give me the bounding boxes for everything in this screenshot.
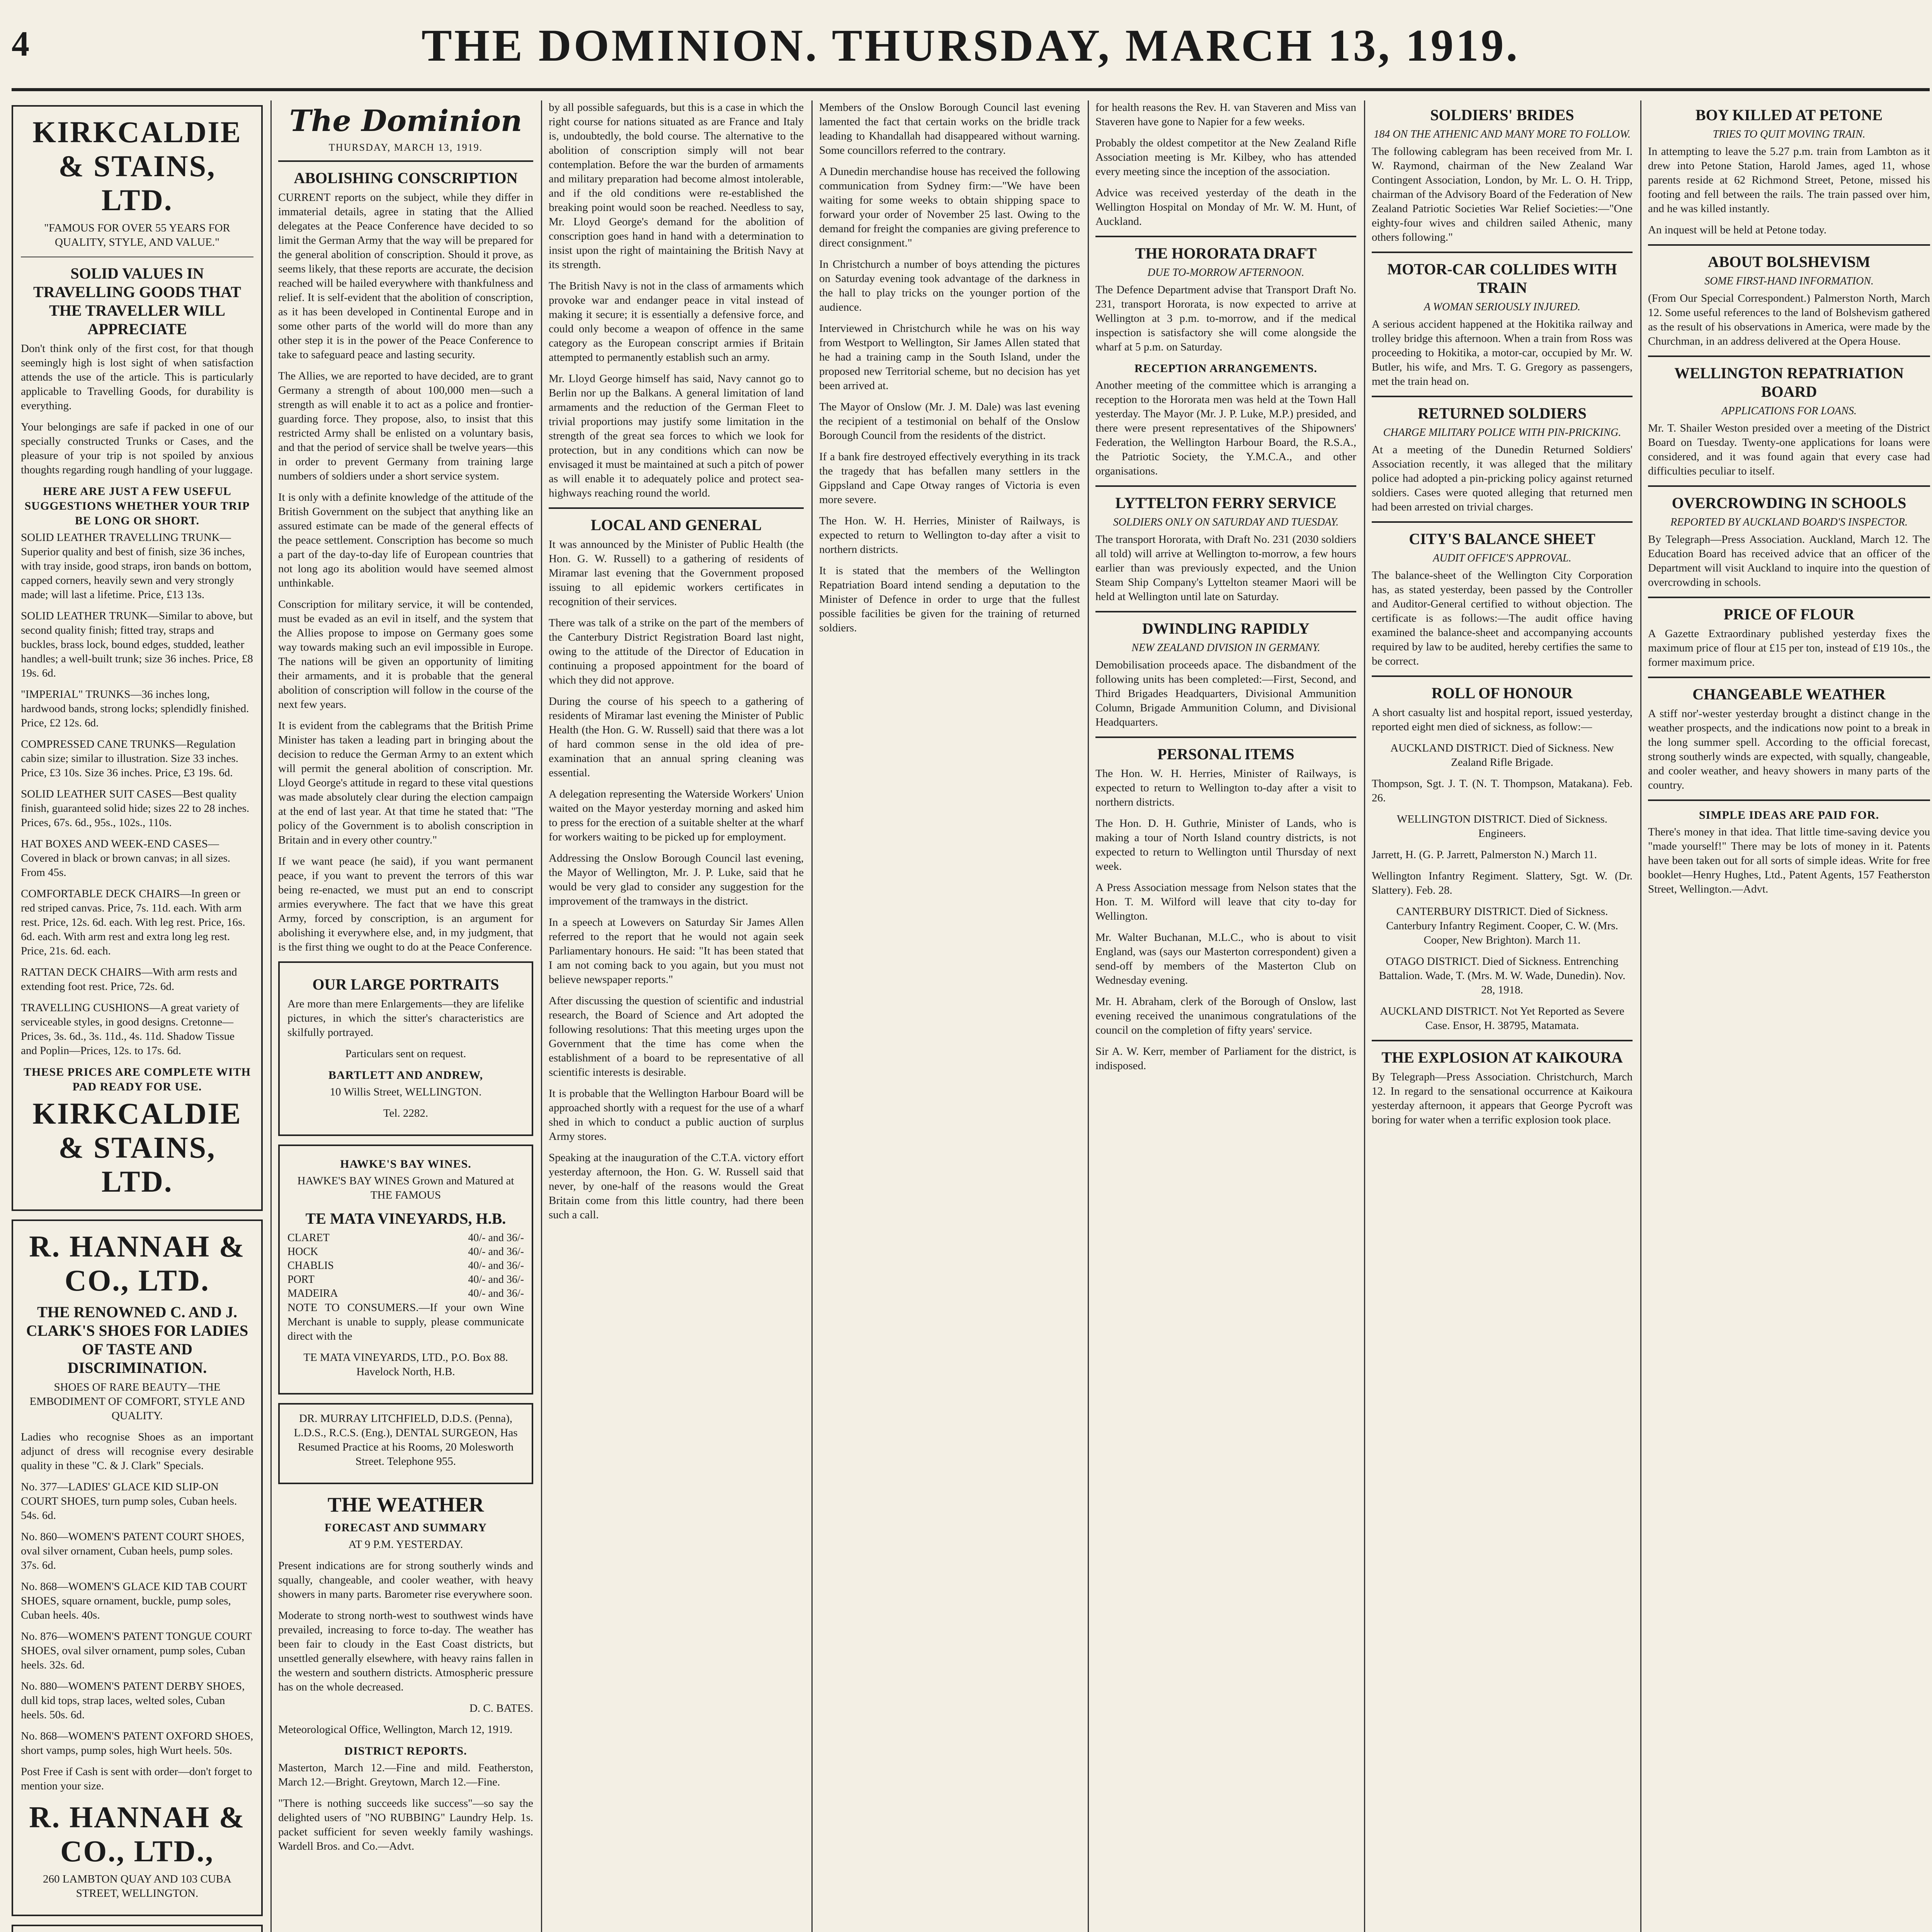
dwindling-subheading: NEW ZEALAND DIVISION IN GERMANY.	[1131, 642, 1320, 654]
wine-subheading: HAWKE'S BAY WINES Grown and Matured at THE FAMOUS	[297, 1175, 514, 1201]
roll-entry: OTAGO DISTRICT. Died of Sickness. Entrenching Battalion. Wade, T. (Mrs. M. W. Wade, Dunedin). Nov. 28, 1918.	[1379, 955, 1626, 996]
wine-row: PORT 40/- and 36/-	[287, 1274, 524, 1286]
list-item: TRAVELLING CUSHIONS—A great variety of serviceable styles, in good designs. Cretonne—Prices, 3s. 6d., 3s. 11d., 4s. 11d. Shadow Tissue and Poplin—Prices, 12s. to 17s. 6d.	[21, 1002, 239, 1057]
column-divider	[270, 100, 272, 1932]
motor-subheading: A WOMAN SERIOUSLY INJURED.	[1424, 301, 1580, 313]
hannah-footer: R. HANNAH & CO., LTD.,	[29, 1800, 245, 1868]
news-paragraph: It was announced by the Minister of Public Health (the Hon. G. W. Russell) to a gathering of residents of Miramar last evening that the Government proposed issuing to all epidemic workers certificates in recognition of their services.	[549, 538, 804, 608]
news-paragraph: A Press Association message from Nelson states that the Hon. T. M. Wilford will leave that city to-day for Wellington.	[1095, 881, 1356, 922]
shoe-list	[21, 1480, 253, 1793]
suggestions-heading: HERE ARE JUST A FEW USEFUL SUGGESTIONS WHETHER YOUR TRIP BE LONG OR SHORT.	[24, 485, 250, 527]
news-paragraph: In Christchurch a number of boys attending the pictures on Saturday evening took advantage of the darkness in the hall to play tricks on the younger portion of the audience.	[819, 258, 1080, 313]
roll-entry: AUCKLAND DISTRICT. Not Yet Reported as Severe Case. Ensor, H. 38795, Matamata.	[1380, 1005, 1624, 1032]
news-paragraph: A Dunedin merchandise house has received the following communication from Sydney firm:—"We have been waiting for some weeks to obtain shipping space to forward your order of November 25 last. Owing to the demand for freight the companies are giving preference to direct consignment."	[819, 165, 1080, 249]
news-paragraph: The Hon. W. H. Herries, Minister of Railways, is expected to return to Wellington to-day after a visit to northern districts.	[1095, 767, 1356, 808]
schools-heading: OVERCROWDING IN SCHOOLS	[1672, 494, 1906, 512]
list-item: HAT BOXES AND WEEK-END CASES—Covered in black or brown canvas; in all sizes. From 45s.	[21, 838, 230, 879]
list-item: RATTAN DECK CHAIRS—With arm rests and extending foot rest. Price, 72s. 6d.	[21, 966, 237, 993]
column-divider	[811, 100, 813, 1932]
column-5	[1095, 100, 1356, 1932]
column-3	[549, 100, 804, 1932]
dwindling-heading: DWINDLING RAPIDLY	[1142, 620, 1310, 637]
list-item: COMPRESSED CANE TRUNKS—Regulation cabin size; similar to illustration. Size 33 inches. Price, £3 10s. Size 36 inches. Price, £3 19s. 6d.	[21, 738, 238, 779]
news-paragraph: After discussing the question of scientific and industrial research, the Board of Science and Art adopted the following resolutions: That this meeting urges upon the Government that the time has come when the establishment of a board to be representative of all scientific interests is desirable.	[549, 995, 804, 1078]
news-paragraph: It is stated that the members of the Wellington Repatriation Board intend sending a deputation to the Minister of Defence in order to urge that the fullest possible facilities be given for the training of returned soldiers.	[819, 565, 1080, 634]
list-item: No. 876—WOMEN'S PATENT TONGUE COURT SHOES, oval silver ornament, pump soles, Cuban heels. 32s. 6d.	[21, 1630, 252, 1671]
brides-heading: SOLDIERS' BRIDES	[1430, 106, 1574, 124]
list-item: No. 868—WOMEN'S PATENT OXFORD SHOES, short vamps, pump soles, high Wurt heels. 50s.	[21, 1730, 253, 1757]
wine-row: CLARET 40/- and 36/-	[287, 1232, 524, 1244]
hannah-intro: Ladies who recognise Shoes as an important adjunct of dress will recognise every desirable quality in these "C. & J. Clark" Specials.	[21, 1431, 253, 1472]
roll-entry: Thompson, Sgt. J. T. (N. T. Thompson, Matakana). Feb. 26.	[1372, 777, 1633, 804]
news-paragraph: Probably the oldest competitor at the New Zealand Rifle Association meeting is Mr. Kilbey, who has attended every meeting since the inception of the association.	[1095, 137, 1356, 178]
trunk-list	[21, 531, 253, 1058]
bartlett-address: 10 Willis Street, WELLINGTON.	[330, 1086, 482, 1098]
laundry-advert: "There is nothing succeeds like success"—so say the delighted users of "NO RUBBING" Laundry Help. 1s. packet sufficient for seven weekly family washings. Wardell Bros. and Co.—Advt.	[278, 1797, 533, 1852]
header-rule	[12, 88, 1930, 91]
wine-row: CHABLIS 40/- and 36/-	[287, 1260, 524, 1272]
district-reports: Masterton, March 12.—Fine and mild. Featherston, March 12.—Bright. Greytown, March 12.—Fine.	[278, 1762, 533, 1788]
solid-values-text: Don't think only of the first cost, for that though seemingly high is lost sight of when satisfaction attends the use of the article. This is particularly applicable to Travelling Goods, for durability is everything.	[21, 342, 253, 412]
news-paragraph: By Telegraph—Press Association. Christchurch, March 12. In regard to the sensational occurrence at Kaikoura yesterday afternoon, it appears that George Pycroft was boring for water when a terrific explosion took place.	[1372, 1071, 1633, 1126]
petone-heading: BOY KILLED AT PETONE	[1695, 106, 1883, 124]
editorial-paragraph: CURRENT reports on the subject, while they differ in immaterial details, agree in stating that the Allied delegates at the Peace Conference have decided to so limit the German Army that the way will be prepared for the general abolition of conscription. Should it prove, as seems likely, that these reports are accurate, the decision reached will be hailed everywhere with thankfulness and relief. It is self-evident that the abolition of conscription, as it has been developed in Continental Europe and in some other parts of the world will do more than any other step it is in the power of the Peace Conference to take to safeguard peace and lasting security.	[278, 191, 533, 361]
repatriation-heading: WELLINGTON REPATRIATION BOARD	[1674, 364, 1904, 400]
portraits-ad	[278, 961, 533, 1136]
wine-heading: HAWKE'S BAY WINES.	[340, 1158, 471, 1170]
waterworths-ad	[12, 1925, 263, 1932]
news-paragraph: A short casualty list and hospital report, issued yesterday, reported eight men died of sickness, as follow:—	[1372, 706, 1633, 733]
weather-signature: D. C. BATES.	[469, 1702, 533, 1714]
weather-forecast: Present indications are for strong southerly winds and squally, changeable, and cooler weather, with heavy showers in many parts. Barometer rise everywhere soon.	[278, 1560, 533, 1600]
news-paragraph: Members of the Onslow Borough Council last evening lamented the fact that certain works on the bridle track leading to Khandallah had disappeared without warning. Some councillors referred to the contrary.	[819, 101, 1080, 156]
weather-heading: THE WEATHER	[327, 1493, 484, 1516]
news-paragraph: A delegation representing the Waterside Workers' Union waited on the Mayor yesterday morning and asked him to press for the erection of a suitable shelter at the wharf for workers waiting to be picked up for employment.	[549, 788, 804, 843]
news-paragraph: The Defence Department advise that Transport Draft No. 231, transport Hororata, is now expected to arrive at Wellington at 3 p.m. to-morrow, and if the medical inspection is satisfactory she will come alongside the wharf at 5 p.m. on Saturday.	[1095, 284, 1356, 353]
news-paragraph: Speaking at the inauguration of the C.T.A. victory effort yesterday afternoon, the Hon. G. W. Russell said that never, by one-half of the reasons would the Great Britain come from this little country, had there been such a call.	[549, 1151, 804, 1221]
page-header	[12, 15, 1930, 93]
weather-change-heading: CHANGEABLE WEATHER	[1692, 685, 1886, 703]
news-paragraph: Sir A. W. Kerr, member of Parliament for the district, is indisposed.	[1095, 1045, 1356, 1072]
balance-heading: CITY'S BALANCE SHEET	[1409, 530, 1595, 548]
hannah-address: 260 LAMBTON QUAY AND 103 CUBA STREET, WELLINGTON.	[43, 1873, 231, 1900]
hororata-heading: THE HORORATA DRAFT	[1135, 245, 1317, 262]
list-item: No. 868—WOMEN'S GLACE KID TAB COURT SHOES, square ornament, buckle, pump soles, Cuban heels. 40s.	[21, 1580, 247, 1621]
dateline: THURSDAY, MARCH 13, 1919.	[328, 142, 483, 153]
news-paragraph: The balance-sheet of the Wellington City Corporation has, as stated yesterday, been passed by the Controller and Auditor-General certified to without objection. The certificate is as follows:—The audit office having examined the balance-sheet and accompanying accounts required by law to be audited, hereby certifies the same to be correct.	[1372, 569, 1633, 667]
list-item: Post Free if Cash is sent with order—don't forget to mention your size.	[21, 1765, 252, 1792]
list-item: SOLID LEATHER TRUNK—Similar to above, but second quality finish; fitted tray, straps and buckles, brass lock, bound edges, studded, leather handles; a well-built trunk; size 36 inches. Price, £8 19s. 6d.	[21, 610, 253, 679]
hannah-subheading: SHOES OF RARE BEAUTY—THE EMBODIMENT OF COMFORT, STYLE AND QUALITY.	[29, 1381, 245, 1422]
news-paragraph: The transport Hororata, with Draft No. 231 (2030 soldiers all told) will arrive at Wellington to-morrow, a few hours earlier than was previously expected, and the Union Steam Ship Company's Lyttelton steamer Maori will be held at Wellington until late on Saturday.	[1095, 533, 1356, 603]
column-1	[12, 100, 263, 1932]
balance-subheading: AUDIT OFFICE'S APPROVAL.	[1433, 552, 1571, 564]
solid-values-heading: SOLID VALUES IN TRAVELLING GOODS THAT THE TRAVELLER WILL APPRECIATE	[33, 265, 241, 338]
news-paragraph: Advice was received yesterday of the death in the Wellington Hospital on Monday of Mr. W. M. Hunt, of Auckland.	[1095, 187, 1356, 228]
wine-row: HOCK 40/- and 36/-	[287, 1246, 524, 1258]
solid-values-text-2: Your belongings are safe if packed in one of our specially constructed Trunks or Cases, and the pleasure of your trip is not spoiled by anxious thoughts regarding rough handling of your luggage.	[21, 421, 253, 476]
schools-subheading: REPORTED BY AUCKLAND BOARD'S INSPECTOR.	[1670, 516, 1908, 528]
returned-heading: RETURNED SOLDIERS	[1418, 405, 1587, 422]
weather-time: AT 9 P.M. YESTERDAY.	[348, 1538, 463, 1551]
news-paragraph: Addressing the Onslow Borough Council last evening, the Mayor of Wellington, Mr. J. P. Luke, said that he would be very glad to consider any suggestion for the improvement of the tramways in the district.	[549, 852, 804, 907]
bolshevism-heading: ABOUT BOLSHEVISM	[1708, 253, 1871, 270]
column-2	[278, 100, 533, 1932]
news-paragraph: In a speech at Lowevers on Saturday Sir James Allen referred to the report that he would not again seek Parliamentary honours. He said: "It has been stated that I am not coming back to you again, but you must not believe newspaper reports."	[549, 916, 804, 986]
news-paragraph: By Telegraph—Press Association. Auckland, March 12. The Education Board has received advice that an officer of the Department will visit Auckland to inquire into the question of overcrowding in schools.	[1648, 533, 1930, 588]
column-divider	[1640, 100, 1641, 1932]
news-paragraph: The Mayor of Onslow (Mr. J. M. Dale) was last evening the recipient of a testimonial on behalf of the Onslow Borough Council from the residents of the district.	[819, 401, 1080, 442]
column-divider	[1364, 100, 1365, 1932]
weather-summary: Moderate to strong north-west to southwest winds have prevailed, increasing to force to-day. The weather has been fair to cloudy in the East Coast districts, but unsettled generally elsewhere, with heavy rains fallen in the western and southern districts. Atmospheric pressure has on the whole decreased.	[278, 1609, 533, 1693]
roll-entry: CANTERBURY DISTRICT. Died of Sickness. Canterbury Infantry Regiment. Cooper, C. W. (Mrs. Cooper, New Brighton). March 11.	[1386, 905, 1618, 946]
returned-subheading: CHARGE MILITARY POLICE WITH PIN-PRICKING.	[1383, 427, 1621, 439]
lyttelton-heading: LYTTELTON FERRY SERVICE	[1115, 494, 1337, 512]
district-heading: DISTRICT REPORTS.	[344, 1745, 467, 1757]
hannah-ad	[12, 1219, 263, 1916]
news-paragraph: Demobilisation proceeds apace. The disbandment of the following units has been completed:—First, Second, and Third Brigades Headquarters, Divisional Ammunition Column, Brigade Ammunition Column, and Divisional Headquarters.	[1095, 659, 1356, 728]
bolshevism-subheading: SOME FIRST-HAND INFORMATION.	[1704, 275, 1874, 287]
news-paragraph: Mr. Walter Buchanan, M.L.C., who is about to visit England, was (says our Masterton correspondent) given a send-off by members of the Masterton Club on Wednesday evening.	[1095, 931, 1356, 986]
news-paragraph: A stiff nor'-wester yesterday brought a distinct change in the weather prospects, and the indications now point to a break in the long summer spell. According to the official forecast, strong southerly winds are expected, with squally, changeable, and cooler weather, and heavy showers in many parts of the country.	[1648, 707, 1930, 791]
editorial-continued: by all possible safeguards, but this is a case in which the right course for nations situated as are France and Italy is, undoubtedly, the bold course. The alternative to the abolition of conscription simply will not bear contemplation. Before the war the burden of armaments and military preparation had become almost intolerable, and if the old conditions were re-established the breaking point would soon be reached. Needless to say, Mr. Lloyd George's demand for the abolition of conscription goes hand in hand with a determination to insist upon the right of maintaining the British Navy at its strength.	[549, 101, 804, 271]
editorial-paragraph: It is evident from the cablegrams that the British Prime Minister has taken a leading part in bringing about the decision to reduce the German Army to an extent which will permit the general abolition of conscription. Mr. Lloyd George's attitude in regard to these vital questions was made absolutely clear during the election campaign at the end of last year. At that time he stated that: "The policy of the Government is to abolish conscription in Britain and in every other country."	[278, 719, 533, 846]
news-paragraph: An inquest will be held at Petone today.	[1648, 224, 1827, 236]
news-paragraph: The Hon. W. H. Herries, Minister of Railways, is expected to return to Wellington to-day after a visit to northern districts.	[819, 515, 1080, 556]
editorial-heading: ABOLISHING CONSCRIPTION	[294, 169, 518, 187]
portraits-heading: OUR LARGE PORTRAITS	[312, 976, 499, 993]
page-number: 4	[12, 24, 29, 63]
column-divider	[1088, 100, 1089, 1932]
column-7	[1648, 100, 1930, 1932]
brides-subheading: 184 ON THE ATHENIC AND MANY MORE TO FOLLOW.	[1374, 128, 1631, 140]
news-paragraph: (From Our Special Correspondent.) Palmerston North, March 12. Some useful references to the land of Bolshevism gathered as the result of his observations in America, were made by the Churchman, in an address delivered at the Opera House.	[1648, 292, 1930, 347]
news-paragraph: Another meeting of the committee which is arranging a reception to the Hororata men was held at the Town Hall yesterday. The Mayor (Mr. J. P. Luke, M.P.) presided, and there were present representatives of the Shipowners' Federation, the Wellington Harbour Board, the R.S.A., the Patriotic Society, the Y.M.C.A., and other organisations.	[1095, 379, 1356, 477]
hannah-title: R. HANNAH & CO., LTD.	[29, 1230, 245, 1297]
list-item: No. 860—WOMEN'S PATENT COURT SHOES, oval silver ornament, Cuban heels, pump soles. 37s. 6d.	[21, 1531, 245, 1571]
portraits-text: Are more than mere Enlargements—they are lifelike pictures, in which the sitter's characteristics are skilfully portrayed.	[287, 998, 524, 1039]
news-paragraph: The following cablegram has been received from Mr. I. W. Raymond, chairman of the New Zealand War Contingent Association, London, by Mr. L. O. H. Tripp, chairman of the Advisory Board of the Federation of New Zealand Patriotic Societies War Relief Societies:—"One eighty-four wives and children sailed Athenic, many others following."	[1372, 145, 1633, 243]
hannah-heading: THE RENOWNED C. AND J. CLARK'S SHOES FOR LADIES OF TASTE AND DISCRIMINATION.	[26, 1303, 248, 1376]
weather-office: Meteorological Office, Wellington, March 12, 1919.	[278, 1723, 513, 1736]
local-general-heading: LOCAL AND GENERAL	[590, 516, 762, 534]
motor-heading: MOTOR-CAR COLLIDES WITH TRAIN	[1387, 260, 1617, 296]
paper-title: THE DOMINION. THURSDAY, MARCH 13, 1919.	[421, 20, 1520, 71]
roll-entry: WELLINGTON DISTRICT. Died of Sickness. Engineers.	[1396, 813, 1607, 840]
news-paragraph: There was talk of a strike on the part of the members of the Canterbury District Registration Board last night, owing to the attitude of the Director of Education in continuing a proposed appointment for the board of which they did not approve.	[549, 617, 804, 686]
column-6	[1372, 100, 1633, 1932]
editorial-paragraph: If we want peace (he said), if you want permanent peace, if you want to prevent the terrors of this war being re-enacted, we must put an end to conscript armies everywhere. The fact that we have this great Army, forced by conscription, is an argument for abolishing it everywhere else, and, in my judgment, that is the first thing we ought to do at the Peace Conference.	[278, 855, 533, 953]
kirkcaldie-ad	[12, 105, 263, 1211]
lyttelton-subheading: SOLDIERS ONLY ON SATURDAY AND TUESDAY.	[1113, 516, 1339, 528]
wine-ad	[278, 1145, 533, 1395]
roll-heading: ROLL OF HONOUR	[1431, 684, 1573, 702]
bartlett-telephone: Tel. 2282.	[383, 1107, 429, 1119]
editorial-paragraph: Conscription for military service, it will be contended, must be evaded as an evil in itself, and the system that the Allies propose to impose on Germany goes some way towards making such an evil impossible in Europe. The nations will be given an opportunity of limiting their armaments, and it is probable that the general abolition of conscription will follow in the course of the next few years.	[278, 598, 533, 711]
reception-heading: RECEPTION ARRANGEMENTS.	[1134, 362, 1318, 375]
weather-subheading: FORECAST AND SUMMARY	[324, 1521, 487, 1534]
flour-heading: PRICE OF FLOUR	[1723, 605, 1855, 623]
news-paragraph: Interviewed in Christchurch while he was on his way from Westport to Wellington, Sir James Allen stated that he had a training camp in the South Island, under the proposed new Territorial scheme, but no decision has yet been arrived at.	[819, 322, 1080, 392]
dentist-ad	[278, 1403, 533, 1484]
petone-subheading: TRIES TO QUIT MOVING TRAIN.	[1713, 128, 1866, 140]
editorial-continued: The British Navy is not in the class of armaments which provoke war and endanger peace in vital instead of making it secure; it is essentially a defensive force, and could only become a weapon of offence in the same category as the European conscript armies if Britain attempted to permanently establish such an army.	[549, 280, 804, 364]
list-item: No. 377—LADIES' GLACE KID SLIP-ON COURT SHOES, turn pump soles, Cuban heels. 54s. 6d.	[21, 1481, 237, 1522]
te-mata: TE MATA VINEYARDS, H.B.	[305, 1210, 506, 1227]
wine-row: MADEIRA 40/- and 36/-	[287, 1287, 524, 1299]
news-paragraph: During the course of his speech to a gathering of residents of Miramar last evening the Minister of Public Health (the Hon. G. W. Russell) said that there was a lot of hard common sense in the old idea of pre-examination that an annual spring cleaning was essential.	[549, 695, 804, 779]
news-paragraph: It is probable that the Wellington Harbour Board will be approached shortly with a request for the use of a wharf shed in which to conduct a public auction of surplus Army stores.	[549, 1087, 804, 1143]
kirkcaldie-title: KIRKCALDIE & STAINS, LTD.	[32, 115, 242, 217]
column-4	[819, 100, 1080, 1932]
news-paragraph: for health reasons the Rev. H. van Staveren and Miss van Staveren have gone to Napier for a few weeks.	[1095, 101, 1356, 128]
roll-entry: Wellington Infantry Regiment. Slattery, Sgt. W. (Dr. Slattery). Feb. 28.	[1372, 870, 1633, 896]
repatriation-subheading: APPLICATIONS FOR LOANS.	[1721, 405, 1857, 417]
explosion-heading: THE EXPLOSION AT KAIKOURA	[1381, 1049, 1623, 1066]
roll-entry: AUCKLAND DISTRICT. Died of Sickness. New Zealand Rifle Brigade.	[1390, 742, 1614, 769]
news-paragraph: A Gazette Extraordinary published yesterday fixes the maximum price of flour at £15 per ton, instead of £19 10s., the former maximum price.	[1648, 628, 1930, 668]
dominion-masthead: The Dominion	[289, 104, 522, 138]
ideas-heading: SIMPLE IDEAS ARE PAID FOR.	[1699, 809, 1879, 821]
wine-note: NOTE TO CONSUMERS.—If your own Wine Merchant is unable to supply, please communicate direct with the	[287, 1301, 524, 1342]
list-item: "IMPERIAL" TRUNKS—36 inches long, hardwood bands, strong locks; splendidly finished. Price, £2 12s. 6d.	[21, 688, 249, 729]
portraits-note: Particulars sent on request.	[345, 1048, 466, 1060]
list-item: No. 880—WOMEN'S PATENT DERBY SHOES, dull kid tops, strap laces, welted soles, Cuban heels. 50s. 6d.	[21, 1680, 245, 1721]
editorial-paragraph: It is only with a definite knowledge of the attitude of the British Government on the subject that anything like an assured estimate can be made of the general effects of the peace settlement. Conscription has become so much a part of the day-to-day life of European countries that not long ago its abolition would have seemed almost unthinkable.	[278, 491, 533, 589]
personal-heading: PERSONAL ITEMS	[1157, 745, 1294, 763]
editorial-continued: Mr. Lloyd George himself has said, Navy cannot go to Berlin nor up the Balkans. A general limitation of land armaments and the reduction of the German Fleet to trivial proportions may justify some limitation in the strength of the great sea forces to which we look for protection, but in any conditions which can now be envisaged it must be maintained at such a pitch of power as will enable it to adequately police and protect sea-highways reaching round the world.	[549, 372, 804, 499]
kirkcaldie-tagline: "FAMOUS FOR OVER 55 YEARS FOR QUALITY, STYLE, AND VALUE."	[44, 222, 230, 248]
news-paragraph: A serious accident happened at the Hokitika railway and trolley bridge this afternoon. When a train from Ross was proceeding to Hokitika, a motor-car, occupied by Mr. W. Butler, his wife, and Mrs. T. G. Gregory as passengers, met the train head on.	[1372, 318, 1633, 388]
wine-address: TE MATA VINEYARDS, LTD., P.O. Box 88. Havelock North, H.B.	[303, 1351, 508, 1378]
news-paragraph: In attempting to leave the 5.27 p.m. train from Lambton as it drew into Petone Station, Harold James, aged 11, whose parents reside at 62 Richmond Street, Petone, missed his footing and fell between the rails. The train passed over him, and he was killed instantly.	[1648, 145, 1930, 215]
list-item: SOLID LEATHER TRAVELLING TRUNK—Superior quality and best of finish, size 36 inches, with tray inside, good straps, iron bands on bottom, capped corners, heavily sewn and very strongly made; will last a lifetime. Price, £13 13s.	[21, 531, 252, 601]
list-item: SOLID LEATHER SUIT CASES—Best quality finish, guaranteed solid hide; sizes 22 to 28 inches. Prices, 67s. 6d., 95s., 102s., 110s.	[21, 788, 250, 829]
prices-note: THESE PRICES ARE COMPLETE WITH PAD READY FOR USE.	[24, 1066, 251, 1093]
news-paragraph: There's money in that idea. That little time-saving device you "made yourself!" There may be lots of money in it. Patents have been taken out for all sorts of simple ideas. Write for free booklet—Henry Hughes, Ltd., Patent Agents, 157 Featherston Street, Wellington.—Advt.	[1648, 826, 1930, 895]
hororata-subheading: DUE TO-MORROW AFTERNOON.	[1147, 267, 1304, 279]
news-paragraph: Mr. T. Shailer Weston presided over a meeting of the District Board on Tuesday. Twenty-one applications for loans were considered, and it was found again that every case had difficulties peculiar to itself.	[1648, 422, 1930, 477]
kirkcaldie-footer: KIRKCALDIE & STAINS, LTD.	[32, 1097, 242, 1198]
news-paragraph: The Hon. D. H. Guthrie, Minister of Lands, who is making a tour of North Island country districts, is not expected to return to Wellington until Thursday of next week.	[1095, 817, 1356, 872]
news-paragraph: If a bank fire destroyed effectively everything in its track the tragedy that has befallen many settlers in the Gippsland and Cape Otway ranges of Victoria is even more severe.	[819, 451, 1080, 506]
dentist-text: DR. MURRAY LITCHFIELD, D.D.S. (Penna), L.D.S., R.C.S. (Eng.), DENTAL SURGEON, Has Resumed Practice at his Rooms, 20 Molesworth Street. Telephone 955.	[294, 1412, 518, 1468]
editorial-paragraph: The Allies, we are reported to have decided, are to grant Germany a strength of about 100,000 men—such a strength as will enable it to act as a police and frontier-guarding force. They propose, also, to insist that this restricted Army shall be enlisted on a voluntary basis, and that the period of service shall be twelve years—this in order to prevent Germany from training large numbers of soldiers under a short service system.	[278, 370, 533, 482]
column-divider	[541, 100, 542, 1932]
news-paragraph: At a meeting of the Dunedin Returned Soldiers' Association recently, it was alleged that the military police had adopted a pin-pricking policy against returned soldiers. Cases were quoted alleging that returned men had been arrested on trivial charges.	[1372, 444, 1633, 513]
list-item: COMFORTABLE DECK CHAIRS—In green or red striped canvas. Price, 7s. 11d. each. With arm rest. Price, 12s. 6d. each. With leg rest. Price, 16s. 6d. each. With arm rest and extra long leg rest. Price, 21s. 6d. each.	[21, 888, 245, 957]
news-paragraph: Mr. H. Abraham, clerk of the Borough of Onslow, last evening received the unanimous congratulations of the council on the completion of fifty years' service.	[1095, 995, 1356, 1036]
roll-entry: Jarrett, H. (G. P. Jarrett, Palmerston N.) March 11.	[1372, 849, 1597, 861]
bartlett-name: BARTLETT AND ANDREW,	[328, 1069, 483, 1082]
